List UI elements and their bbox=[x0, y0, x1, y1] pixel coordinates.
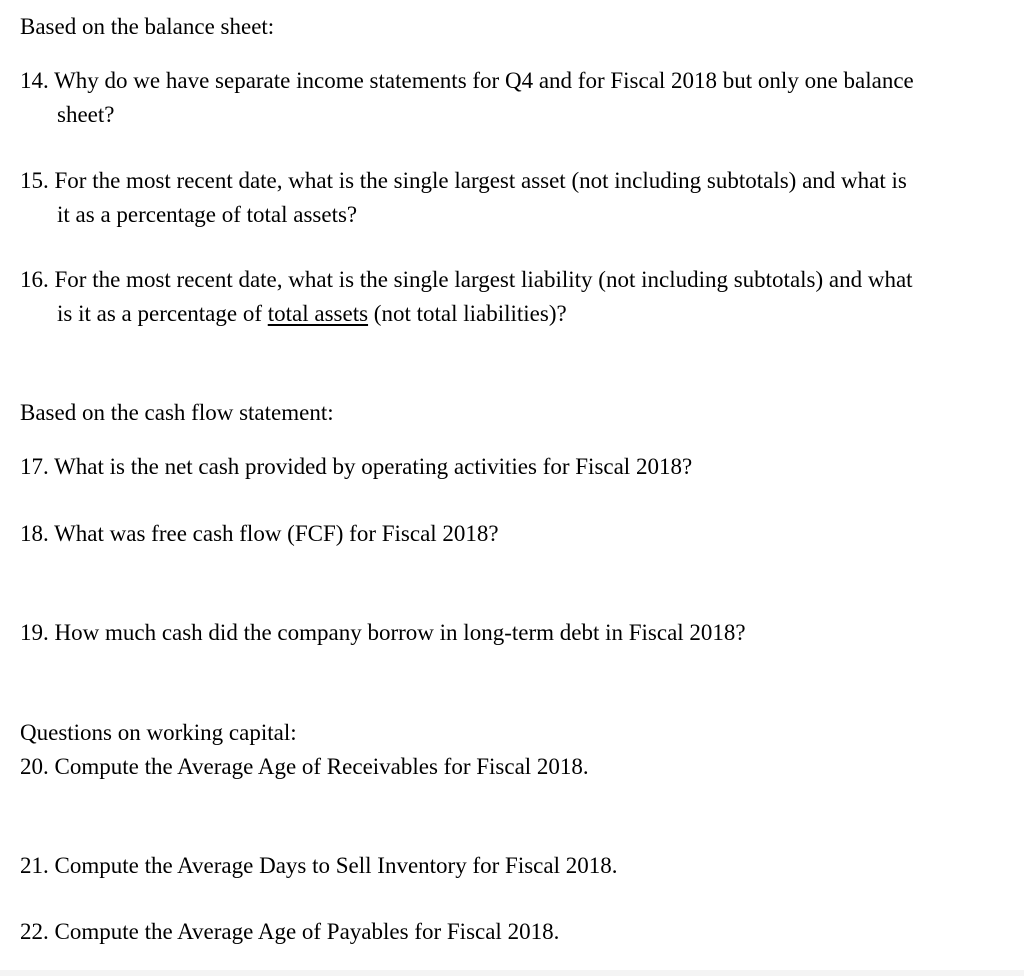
question-15 bbox=[20, 164, 1010, 232]
page-bottom-edge bbox=[0, 970, 1024, 976]
question-14 bbox=[20, 64, 1010, 132]
question-14-line-2: sheet? bbox=[57, 102, 115, 127]
question-16-line-1: 16. For the most recent date, what is the single largest liability (not including subtotals) and what bbox=[20, 267, 913, 292]
question-17: 17. What is the net cash provided by operating activities for Fiscal 2018? bbox=[20, 454, 693, 479]
question-15-line-2: it as a percentage of total assets? bbox=[57, 202, 358, 227]
question-22: 22. Compute the Average Age of Payables for Fiscal 2018. bbox=[20, 919, 560, 944]
question-15-line-1: 15. For the most recent date, what is the single largest asset (not including subtotals) and what is bbox=[20, 168, 907, 193]
working-capital-heading: Questions on working capital: bbox=[20, 720, 297, 745]
question-21: 21. Compute the Average Days to Sell Inventory for Fiscal 2018. bbox=[20, 853, 618, 878]
cash-flow-heading: Based on the cash flow statement: bbox=[20, 400, 334, 425]
question-19: 19. How much cash did the company borrow in long-term debt in Fiscal 2018? bbox=[20, 620, 746, 645]
question-16 bbox=[20, 263, 1010, 331]
question-16-text-before: is it as a percentage of bbox=[57, 301, 268, 326]
question-14-line-1: 14. Why do we have separate income statements for Q4 and for Fiscal 2018 but only one balance bbox=[20, 68, 914, 93]
question-16-line-2 bbox=[20, 297, 1010, 331]
question-18: 18. What was free cash flow (FCF) for Fiscal 2018? bbox=[20, 521, 499, 546]
question-16-text-after: (not total liabilities)? bbox=[368, 301, 567, 326]
total-assets-underlined: total assets bbox=[267, 301, 369, 326]
question-20: 20. Compute the Average Age of Receivables for Fiscal 2018. bbox=[20, 754, 589, 779]
balance-sheet-heading: Based on the balance sheet: bbox=[20, 14, 275, 39]
